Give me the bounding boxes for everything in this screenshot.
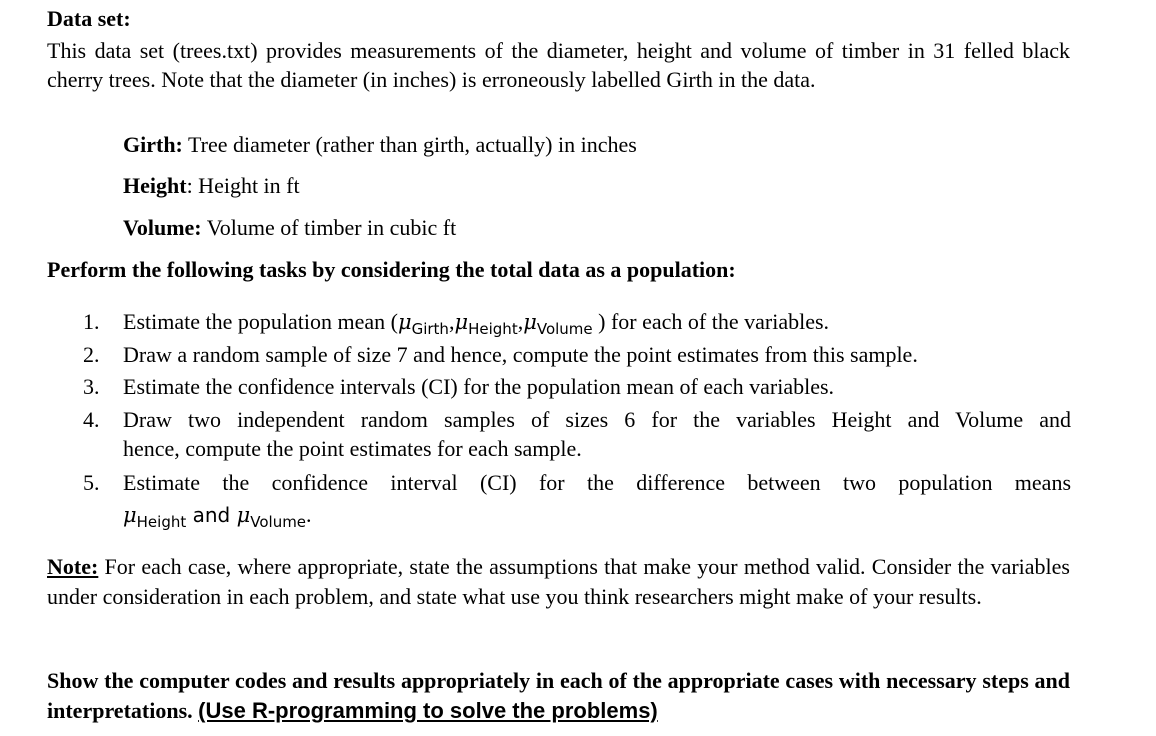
task-3-text: Estimate the confidence intervals (CI) for the population mean of each variables. — [123, 374, 835, 399]
task-5-line-2: $\mu_{Height}$ and $\mu_{Volume}$. — [123, 502, 312, 531]
variable-girth-desc: Tree diameter (rather than girth, actually) in inches — [182, 132, 637, 157]
task-1-number: 1. — [83, 309, 100, 334]
task-4-number: 4. — [83, 407, 100, 432]
mu-height: $\mu_{Height}$ — [454, 310, 518, 338]
task-3-number: 3. — [83, 374, 100, 399]
variable-height-name: Height — [123, 173, 187, 198]
variable-girth-name: Girth: — [123, 132, 183, 157]
task-1-text: Estimate the population mean ($\mu_{Girth},\mu_{Height},\mu_{Volume}$ ) for each of the variables. — [123, 309, 830, 338]
task-4-line-2: hence, compute the point estimates for each sample. — [123, 436, 582, 461]
task-1-post: ) for each of the variables. — [592, 309, 830, 334]
mu-volume: $\mu_{Volume}$ — [523, 310, 593, 338]
task-5-number: 5. — [83, 470, 100, 495]
variable-height-desc: : Height in ft — [186, 173, 300, 198]
variable-volume-name: Volume: — [123, 215, 202, 240]
variable-girth — [123, 132, 637, 158]
dataset-heading: Data set: — [47, 6, 131, 31]
mu-girth: $\mu_{Girth}$ — [397, 310, 449, 338]
variable-volume-desc: Volume of timber in cubic ft — [201, 215, 457, 240]
mu-volume-2: $\mu_{Volume}$ — [236, 503, 307, 531]
variable-volume — [123, 215, 456, 241]
final-instruction — [47, 666, 1070, 726]
variable-height — [123, 173, 300, 199]
task-2-text: Draw a random sample of size 7 and hence, compute the point estimates from this sample. — [123, 342, 918, 367]
final-text: Show the computer codes and results appropriately in each of the appropriate cases with necessary steps and interpretations. — [47, 668, 1070, 723]
tasks-heading: Perform the following tasks by considering the total data as a population: — [47, 257, 736, 282]
task-5-line-1: Estimate the confidence interval (CI) for the difference between two population means — [123, 470, 1071, 495]
mu-height-2: $\mu_{Height}$ — [123, 503, 187, 531]
note-label: Note: — [47, 554, 99, 579]
note-paragraph — [47, 552, 1070, 612]
task-4-line-1: Draw two independent random samples of sizes 6 for the variables Height and Volume and — [123, 407, 1071, 432]
note-text: For each case, where appropriate, state the assumptions that make your method valid. Consider the variables under consideration in each problem, and state what use you think researchers might make of your results. — [47, 554, 1070, 609]
r-programming-note: (Use R-programming to solve the problems) — [198, 698, 658, 723]
task-2-number: 2. — [83, 342, 100, 367]
dataset-description: This data set (trees.txt) provides measurements of the diameter, height and volume of timber in 31 felled black cherry trees. Note that the diameter (in inches) is erroneously labelled Girth in the data. — [47, 38, 1070, 92]
task-1-pre: Estimate the population mean ( — [123, 309, 398, 334]
